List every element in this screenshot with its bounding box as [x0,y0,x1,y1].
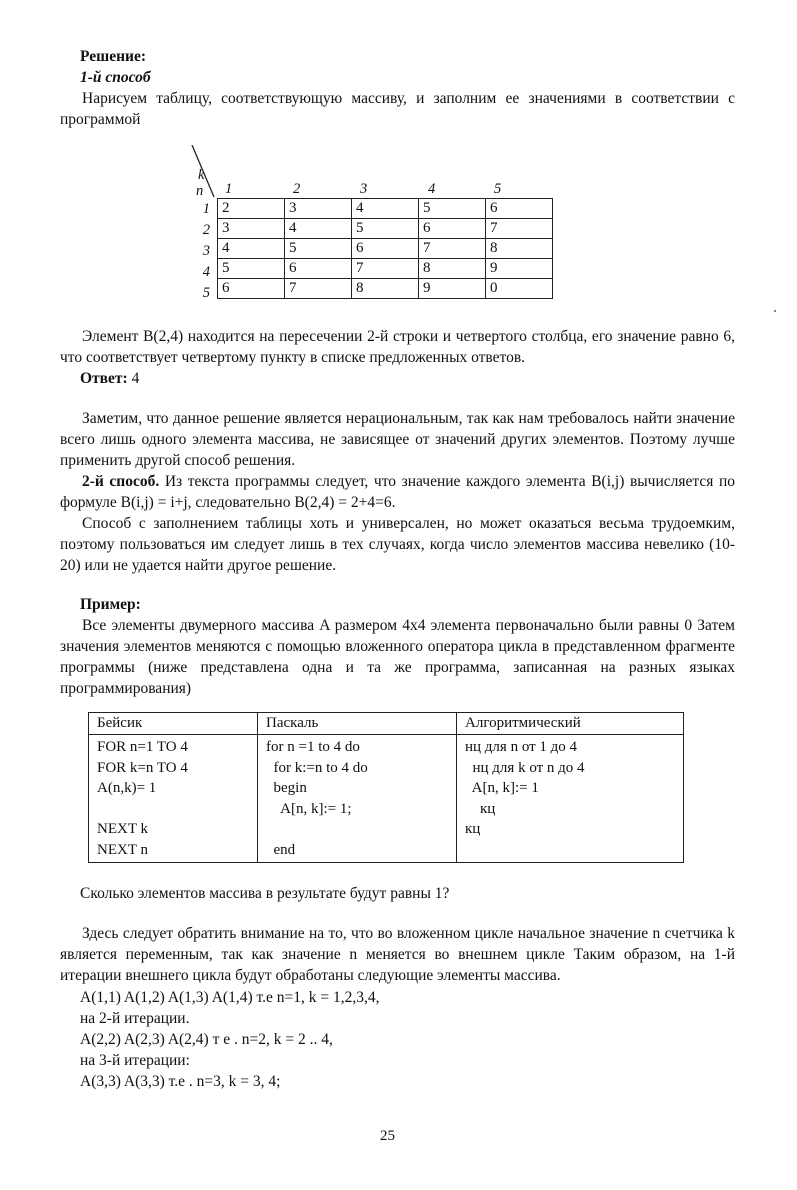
table-cell: 4 [218,239,285,259]
iteration-1-line: A(1,1) A(1,2) A(1,3) A(1,4) т.е n=1, k = 1,2,3,4, [80,989,380,1006]
table-row [218,219,553,239]
table-cell: 6 [486,199,553,219]
table-cell: 6 [419,219,486,239]
code-line: for k:=n to 4 do [266,759,368,776]
code-line: end [266,841,296,858]
table-cell: 6 [218,279,285,299]
answer-label: Ответ: [80,370,128,387]
table-cell: 3 [285,199,352,219]
code-table [88,712,684,863]
code-line [97,799,257,820]
row-header: 3 [202,243,210,259]
code-line [266,819,456,840]
table-row [218,259,553,279]
array-table-figure [190,145,570,305]
table-cell: 7 [352,259,419,279]
corner-label-n: n [196,183,204,199]
table-cell: 2 [218,199,285,219]
question-line: Сколько элементов массива в результате будут равны 1? [80,885,450,902]
table-cell: 7 [486,219,553,239]
basic-code-cell [89,735,258,863]
table-cell: 6 [352,239,419,259]
pascal-code-cell [258,735,457,863]
table-cell: 5 [352,219,419,239]
iteration-3-label: на 3-й итерации: [80,1052,190,1069]
way2-paragraph [60,471,735,513]
example-paragraph: Все элементы двумерного массива A размером 4x4 элемента первоначально были равны 0 Затем значения элементов меняются с помощью вложенного оператора цикла в представленном фрагменте программы (ниже представлена одна и та же программа, записанная на разных языках программирования) [60,617,735,697]
corner-label-k: k [198,167,205,183]
way1-heading: 1-й способ [80,69,151,86]
code-line: NEXT n [97,841,148,858]
column-header-pascal: Паскаль [258,713,457,735]
answer-value: 4 [127,370,140,387]
table-cell: 8 [419,259,486,279]
example-heading: Пример: [80,596,141,613]
col-header: 2 [293,181,301,197]
way2-label: 2-й способ. [82,473,160,490]
array-values-table [217,198,553,299]
table-cell: 5 [285,239,352,259]
code-line: кц [465,821,481,837]
table-cell: 4 [352,199,419,219]
intro-paragraph: Нарисуем таблицу, соответствующую массиву, и заполним ее значениями в соответствии с программой [60,90,735,128]
solution-heading: Решение: [80,48,147,65]
table-row [218,239,553,259]
row-header: 2 [202,222,210,238]
page-number: 25 [380,1128,395,1144]
code-line: FOR n=1 TO 4 [97,739,188,755]
note-paragraph: Заметим, что данное решение является нерациональным, так как нам требовалось найти значение всего лишь одного элемента массива, не зависящее от значений других элементов. Поэтому лучше применить другой способ решения. [60,410,735,469]
col-header: 4 [428,181,436,197]
table-cell: 9 [486,259,553,279]
table-cell: 5 [419,199,486,219]
code-line: FOR k=n TO 4 [97,759,188,776]
table-row [218,199,553,219]
code-line: begin [266,780,307,796]
way2b-paragraph: Способ с заполнением таблицы хоть и универсален, но может оказаться весьма трудоемким, поэтому пользоваться им следует лишь в тех случаях, когда число элементов массива невелико (10-20) или не удается найти другое решение. [60,515,735,574]
col-header: 3 [360,181,368,197]
column-header-basic: Бейсик [89,713,258,735]
code-line: кц [465,800,496,817]
iteration-3-line: A(3,3) A(3,3) т.е . n=3, k = 3, 4; [80,1073,281,1090]
table-cell: 6 [285,259,352,279]
table-cell: 4 [285,219,352,239]
code-line: for n =1 to 4 do [266,739,360,755]
code-line: A[n, k]:= 1; [266,800,352,817]
element-paragraph: Элемент B(2,4) находится на пересечении 2-й строки и четвертого столбца, его значение равно 6, что соответствует четвертому пункту в списке предложенных ответов. [60,328,735,366]
table-cell: 7 [419,239,486,259]
table-cell: 0 [486,279,553,299]
col-header: 1 [225,181,233,197]
table-cell: 8 [352,279,419,299]
algo-code-cell [457,735,684,863]
row-header: 4 [202,264,210,280]
table-cell: 5 [218,259,285,279]
row-header: 1 [202,201,210,217]
answer-line [80,368,139,389]
table-row [218,279,553,299]
code-line: A[n, k]:= 1 [465,780,539,796]
code-line: NEXT k [97,821,148,837]
table-row [89,735,684,863]
table-cell: 3 [218,219,285,239]
attention-paragraph: Здесь следует обратить внимание на то, что во вложенном цикле начальное значение n счетчика k является переменным, так как значение n меняется во внешнем цикле Таким образом, на 1-й итерации внешнего цикла будут обработаны следующие элементы массива. [60,925,735,984]
code-line: A(n,k)= 1 [97,780,157,796]
code-line [465,840,683,861]
table-cell: 8 [486,239,553,259]
way2-text: Из текста программы следует, что значение каждого элемента B(i,j) вычисляется по формуле B(i,j) = i+j, следовательно B(2,4) = 2+4=6. [60,473,735,511]
iteration-2-line: A(2,2) A(2,3) A(2,4) т е . n=2, k = 2 .. 4, [80,1031,333,1048]
table-cell: 9 [419,279,486,299]
table-cell: 7 [285,279,352,299]
code-line: нц для k от n до 4 [465,759,585,776]
row-header: 5 [202,285,210,301]
column-header-algo: Алгоритмический [457,713,684,735]
table-header-row [89,713,684,735]
scan-speck [774,310,776,312]
code-line: нц для n от 1 до 4 [465,739,578,755]
iteration-2-label: на 2-й итерации. [80,1010,190,1027]
col-header: 5 [494,181,502,197]
